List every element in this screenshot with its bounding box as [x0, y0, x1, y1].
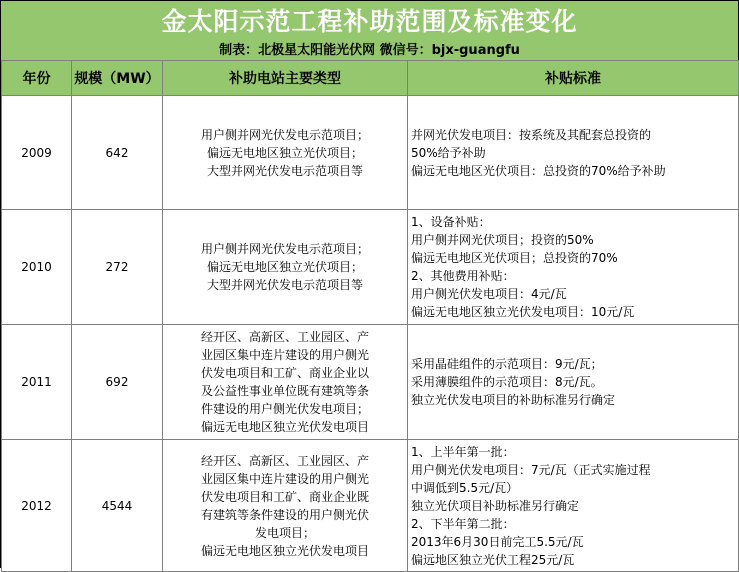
type-line: 有建筑等条件建设的用户侧光伏 [200, 507, 369, 522]
standard-line: 采用薄膜组件的示范项目：8元/瓦。 [411, 375, 603, 389]
table-header-row [2, 61, 739, 96]
type-line: 用户侧并网光伏发电示范项目； [200, 127, 369, 142]
type-line: 及公益性事业单位既有建筑等条 [200, 384, 369, 398]
standard-line: 采用晶硅组件的示范项目：9元/瓦； [411, 357, 603, 371]
table-row [2, 440, 739, 572]
type-line: 偏远无电地区独立光伏发电项目 [200, 543, 369, 558]
type-cell [163, 325, 408, 440]
standard-line: 偏远地区独立光伏工程25元/瓦 [411, 552, 575, 567]
standard-line: 用户侧光伏发电项目：4元/瓦 [411, 287, 567, 301]
standard-line: 2、其他费用补贴： [411, 269, 515, 283]
standard-line: 1、设备补贴： [411, 215, 491, 229]
standard-line: 2013年6月30日前完工5.5元/瓦 [411, 534, 584, 549]
standard-line: 中调低到5.5元/瓦） [411, 480, 519, 495]
type-line: 伏发电项目和工矿、商业企业以 [200, 366, 369, 380]
scale-cell: 4544 [72, 440, 163, 572]
type-cell [163, 440, 408, 572]
year-cell: 2009 [2, 96, 72, 210]
table-subtitle: 制表：北极星太阳能光伏网 微信号：bjx-guangfu [1, 42, 738, 60]
type-line: 件建设的用户侧光伏发电项目； [200, 402, 369, 416]
header-year: 年份 [2, 61, 72, 96]
standard-line: 1、上半年第一批： [411, 444, 515, 459]
year-cell: 2010 [2, 210, 72, 325]
standard-line: 偏远无电地区独立光伏发电项目：10元/瓦 [411, 305, 635, 319]
standard-line: 偏远无电地区光伏项目：总投资的70%给予补助 [411, 163, 666, 178]
type-line: 发电项目； [254, 525, 315, 540]
subsidy-table [1, 60, 739, 572]
type-line: 偏远无电地区独立光伏发电项目 [200, 420, 369, 434]
type-line: 伏发电项目和工矿、商业企业既 [200, 489, 369, 504]
scale-cell: 692 [72, 325, 163, 440]
standard-line: 偏远无电地区光伏项目；总投资的70% [411, 251, 618, 265]
standard-cell [408, 440, 739, 572]
standard-line: 独立光伏发电项目的补助标准另行确定 [411, 393, 616, 407]
type-line: 大型并网光伏发电示范项目等 [206, 163, 363, 178]
type-cell [163, 210, 408, 325]
type-line: 经开区、高新区、工业园区、产 [200, 330, 369, 344]
standard-cell [408, 96, 739, 210]
type-line: 偏远无电地区独立光伏项目； [206, 145, 363, 160]
type-line: 业园区集中连片建设的用户侧光 [200, 348, 369, 362]
table-row [2, 96, 739, 210]
year-cell: 2012 [2, 440, 72, 572]
standard-cell [408, 325, 739, 440]
standard-line: 并网光伏发电项目：按系统及其配套总投资的 [411, 127, 652, 142]
type-line: 偏远无电地区独立光伏项目； [206, 260, 363, 274]
standard-line: 50%给予补助 [411, 145, 486, 160]
standard-line: 用户侧并网光伏项目；投资的50% [411, 233, 594, 247]
table-row [2, 210, 739, 325]
type-line: 用户侧并网光伏发电示范项目； [200, 242, 369, 256]
header-standard: 补贴标准 [408, 61, 739, 96]
table-title: 金太阳示范工程补助范围及标准变化 [1, 1, 738, 42]
standard-line: 用户侧光伏发电项目：7元/瓦（正式实施过程 [411, 462, 651, 477]
standard-line: 独立光伏项目补助标准另行确定 [411, 498, 580, 513]
scale-cell: 642 [72, 96, 163, 210]
type-cell [163, 96, 408, 210]
header-scale: 规模（MW） [72, 61, 163, 96]
standard-cell [408, 210, 739, 325]
header-type: 补助电站主要类型 [163, 61, 408, 96]
scale-cell: 272 [72, 210, 163, 325]
standard-line: 2、下半年第二批： [411, 516, 515, 531]
year-cell: 2011 [2, 325, 72, 440]
type-line: 大型并网光伏发电示范项目等 [206, 278, 363, 292]
type-line: 业园区集中连片建设的用户侧光 [200, 471, 369, 486]
type-line: 经开区、高新区、工业园区、产 [200, 453, 369, 468]
table-row [2, 325, 739, 440]
